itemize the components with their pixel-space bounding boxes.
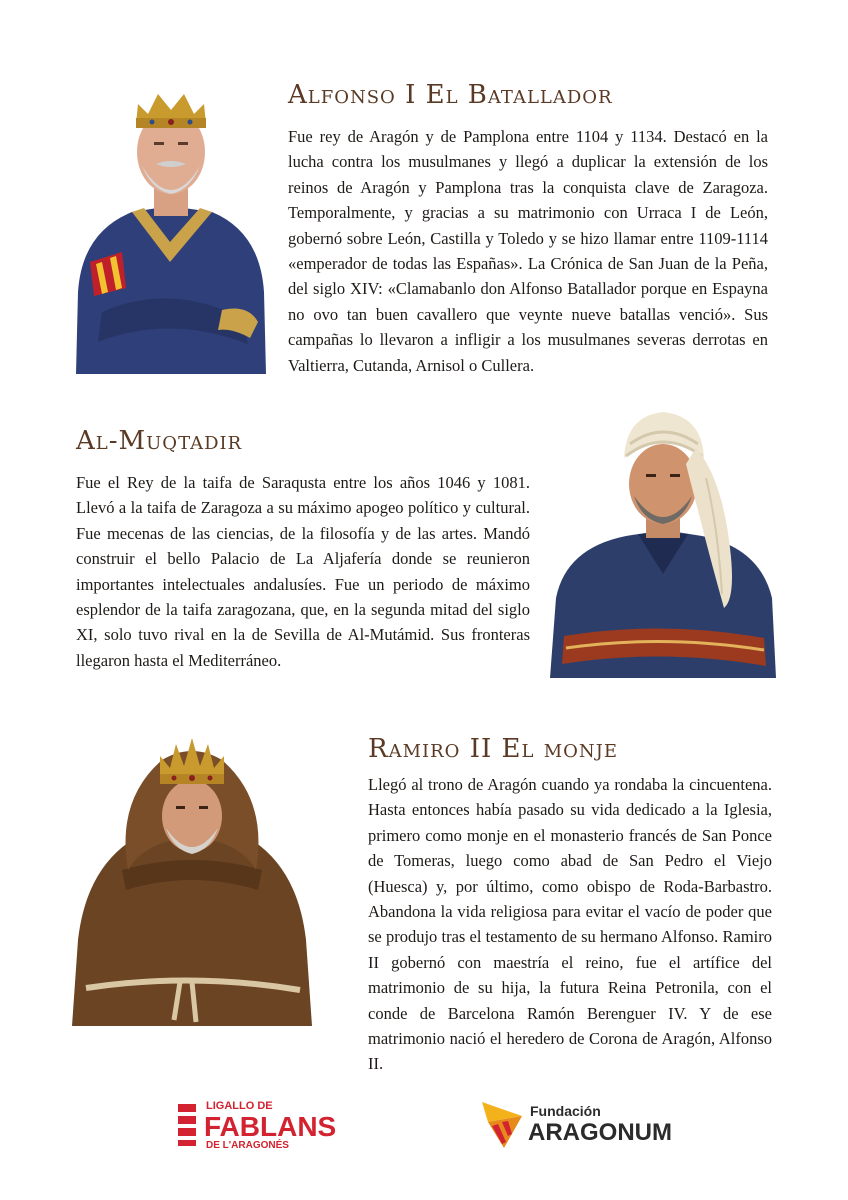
logo-aragonum-line1: Fundación (530, 1103, 601, 1119)
section-title-al-muqtadir: Al-Muqtadir (76, 426, 243, 456)
man-with-turban-illustration (546, 398, 780, 678)
section-title-alfonso-i: Alfonso I El Batallador (288, 80, 613, 110)
monk-king-illustration (62, 720, 322, 1026)
king-with-crown-illustration (72, 82, 268, 374)
portrait-al-muqtadir (546, 398, 780, 678)
portrait-ramiro-ii (62, 720, 322, 1026)
logo-ligallo-de-fablans (176, 1096, 358, 1150)
logo-ligallo-line2: FABLANS (204, 1111, 337, 1142)
section-text-ramiro-ii: Llegó al trono de Aragón cuando ya rondaba la cincuentena. Hasta entonces había pasado su vida dedicado a la Iglesia, primero como monje en el monasterio francés de San Ponce de Tomeras, luego como abad de San Pedro el Viejo (Huesca) y, por último, como obispo de Roda-Barbastro. Abandona la vida religiosa para evitar el vacío de poder que se produjo tras el testamento de su hermano Alfonso. Ramiro II gobernó con maestría el reino, fue el artífice del matrimonio de su hija, la futura Reina Petronila, con el conde de Barcelona Ramón Berenguer IV. Y de ese matrimonio nació el heredero de Corona de Aragón, Alfonso II. (368, 775, 772, 1074)
section-title-ramiro-ii: Ramiro II El monje (368, 734, 618, 764)
aragonum-arrow-icon (482, 1102, 522, 1148)
logo-ligallo-line3: DE L'ARAGONÉS (206, 1140, 289, 1150)
ligallo-stripes-icon (178, 1104, 196, 1146)
logo-ligallo-line1: LIGALLO DE (206, 1100, 273, 1112)
section-text-alfonso-i: Fue rey de Aragón y de Pamplona entre 1104 y 1134. Destacó en la lucha contra los musulmanes y llegó a duplicar la extensión de los reinos de Aragón y Pamplona tras la conquista clave de Zaragoza. Temporalmente, y gracias a su matrimonio con Urraca I de León, gobernó sobre León, Castilla y Toledo y se hizo llamar entre 1109-1114 «emperador de todas las Españas». La Crónica de San Juan de la Peña, del siglo XIV: «Clamabanlo don Alfonso Batallador porque en Espayna no ovo tan buen cavallero que veynte nueve batallas venció». Sus campañas lo llevaron a infligir a los musulmanes severas derrotas en Valtierra, Cutanda, Arnisol o Cullera. (288, 127, 768, 375)
logo-fundacion-aragonum (478, 1094, 678, 1152)
section-text-al-muqtadir: Fue el Rey de la taifa de Saraqusta entre los años 1046 y 1081. Llevó a la taifa de Zaragoza a su máximo apogeo político y cultural. Fue mecenas de las ciencias, de la filosofía y de las artes. Mandó construir el bello Palacio de La Aljafería donde se reunieron importantes intelectuales andalusíes. Fue un periodo de máximo esplendor de la taifa zaragozana, que, en la segunda mitad del siglo XI, solo tuvo rival en la de Sevilla de Al-Mutámid. Sus fronteras llegaron hasta el Mediterráneo. (76, 473, 530, 670)
portrait-alfonso-i (72, 82, 268, 374)
logo-aragonum-line2: ARAGONUM (528, 1119, 672, 1146)
